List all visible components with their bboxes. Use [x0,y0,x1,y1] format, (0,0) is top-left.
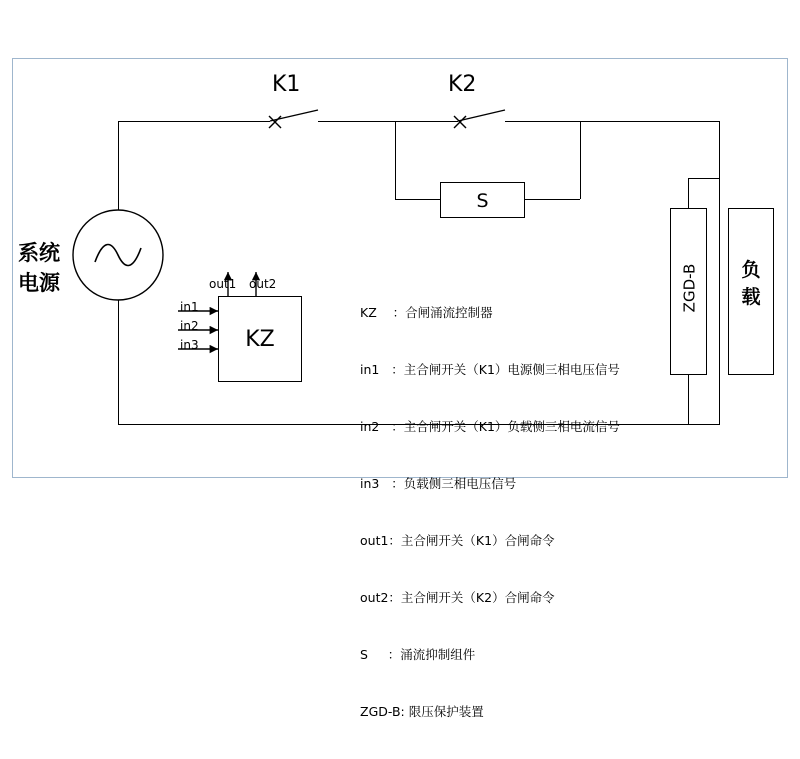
wire-s-left-drop [395,121,396,199]
s-component-label: S [476,190,489,212]
port-label-out2: out2 [249,277,277,291]
legend-item: in3 ：负载侧三相电压信号 [360,476,517,491]
legend-item: ZGD-B: 限压保护装置 [360,704,484,719]
kz-controller-label: KZ [245,327,275,352]
port-label-in1: in1 [180,300,199,314]
wire-left-lower [118,300,119,425]
load-box [728,208,774,375]
legend-item: in2 ：主合闸开关（K1）负载侧三相电流信号 [360,419,620,434]
port-label-in2: in2 [180,319,199,333]
load-label-line1: 负 [741,259,761,281]
label-k2: K2 [448,72,477,97]
wire-top-left [118,121,270,122]
wire-right [719,121,720,424]
s-component-box [440,182,525,218]
wire-k1-k2 [318,121,458,122]
legend-item: KZ ：合闸涌流控制器 [360,305,493,320]
legend-item: in1 ：主合闸开关（K1）电源侧三相电压信号 [360,362,620,377]
legend-item: out1：主合闸开关（K1）合闸命令 [360,533,555,548]
wire-s-left [395,199,440,200]
wire-zgd-tap [688,178,720,179]
wire-left-upper [118,121,119,210]
label-k1: K1 [272,72,301,97]
kz-controller-box [218,296,302,382]
wire-zgd-bottom [688,375,689,424]
source-label [6,238,72,298]
legend-item: S ：涌流抑制组件 [360,647,476,662]
zgd-b-label: ZGD-B [680,263,699,313]
source-label-line2: 电源 [18,271,60,295]
source-label-line1: 系统 [18,241,60,265]
wire-s-right-rise [580,121,581,199]
port-label-out1: out1 [209,277,237,291]
legend-block [360,265,620,759]
load-label-line2: 载 [741,286,761,308]
port-label-in3: in3 [180,338,199,352]
wire-s-right [525,199,580,200]
zgd-b-box [670,208,707,375]
legend-item: out2：主合闸开关（K2）合闸命令 [360,590,555,605]
wire-k2-right [505,121,720,122]
load-label [729,257,773,311]
wire-zgd-top [688,178,689,208]
